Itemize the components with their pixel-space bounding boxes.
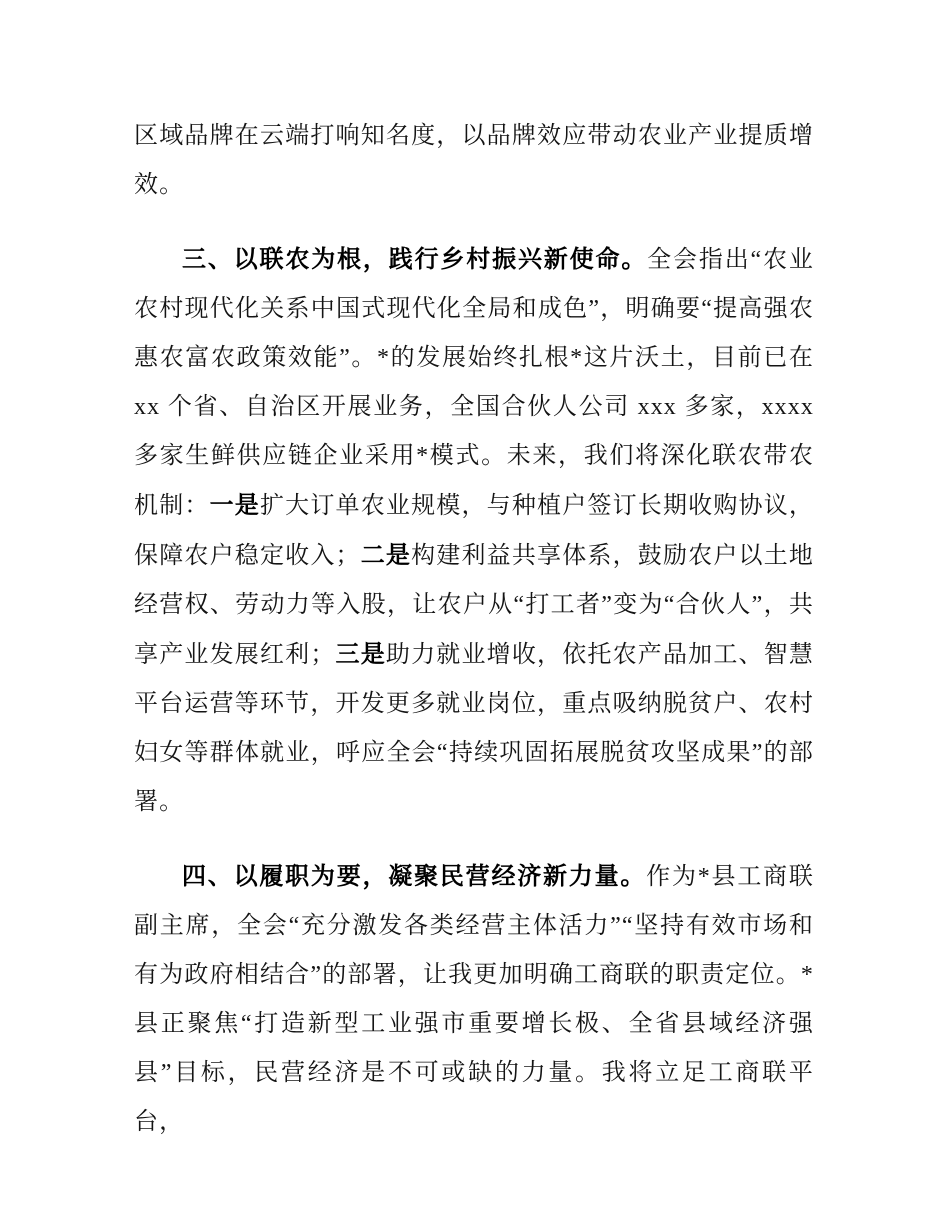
document-body bbox=[134, 112, 814, 1147]
paragraph bbox=[134, 852, 814, 1147]
bold-text-run: 二是 bbox=[360, 542, 412, 569]
bold-text-run: 三、以联农为根，践行乡村振兴新使命。 bbox=[182, 246, 648, 273]
paragraph bbox=[134, 112, 814, 210]
text-run: 扩大订单农业规模，与种植户签订长期收购协议，保障农户稳定收入； bbox=[134, 493, 815, 569]
text-run: 助力就业增收，依托农产品加工、智慧平台运营等环节，开发更多就业岗位，重点吸纳脱贫户、农村妇女等群体就业，呼应全会“持续巩固拓展脱贫攻坚成果”的部署。 bbox=[134, 642, 814, 815]
text-run: 作为*县工商联副主席，全会“充分激发各类经营主体活力”“坚持有效市场和有为政府相结合”的部署，让我更加明确工商联的职责定位。*县正聚焦“打造新型工业强市重要增长极、全省县域经济强县”目标，民营经济是不可或缺的力量。我将立足工商联平台， bbox=[134, 864, 814, 1135]
bold-text-run: 三是 bbox=[335, 641, 386, 668]
paragraph bbox=[134, 235, 814, 827]
bold-text-run: 一是 bbox=[209, 492, 260, 519]
bold-text-run: 四、以履职为要，凝聚民营经济新力量。 bbox=[182, 863, 647, 890]
text-run: 构建利益共享体系，鼓励农户以土地经营权、劳动力等入股，让农户从“打工者”变为“合伙人”，共享产业发展红利； bbox=[134, 543, 814, 668]
text-run: 全会指出“农业农村现代化关系中国式现代化全局和成色”，明确要“提高强农惠农富农政策效能”。*的发展始终扎根*这片沃土，目前已在 xx 个省、自治区开展业务，全国合伙人公司 xxx 多家，xxxx 多家生鲜供应链企业采用*模式。未来，我们将深化联农带农机制： bbox=[134, 247, 814, 519]
text-run: 区域品牌在云端打响知名度，以品牌效应带动农业产业提质增效。 bbox=[134, 123, 814, 198]
